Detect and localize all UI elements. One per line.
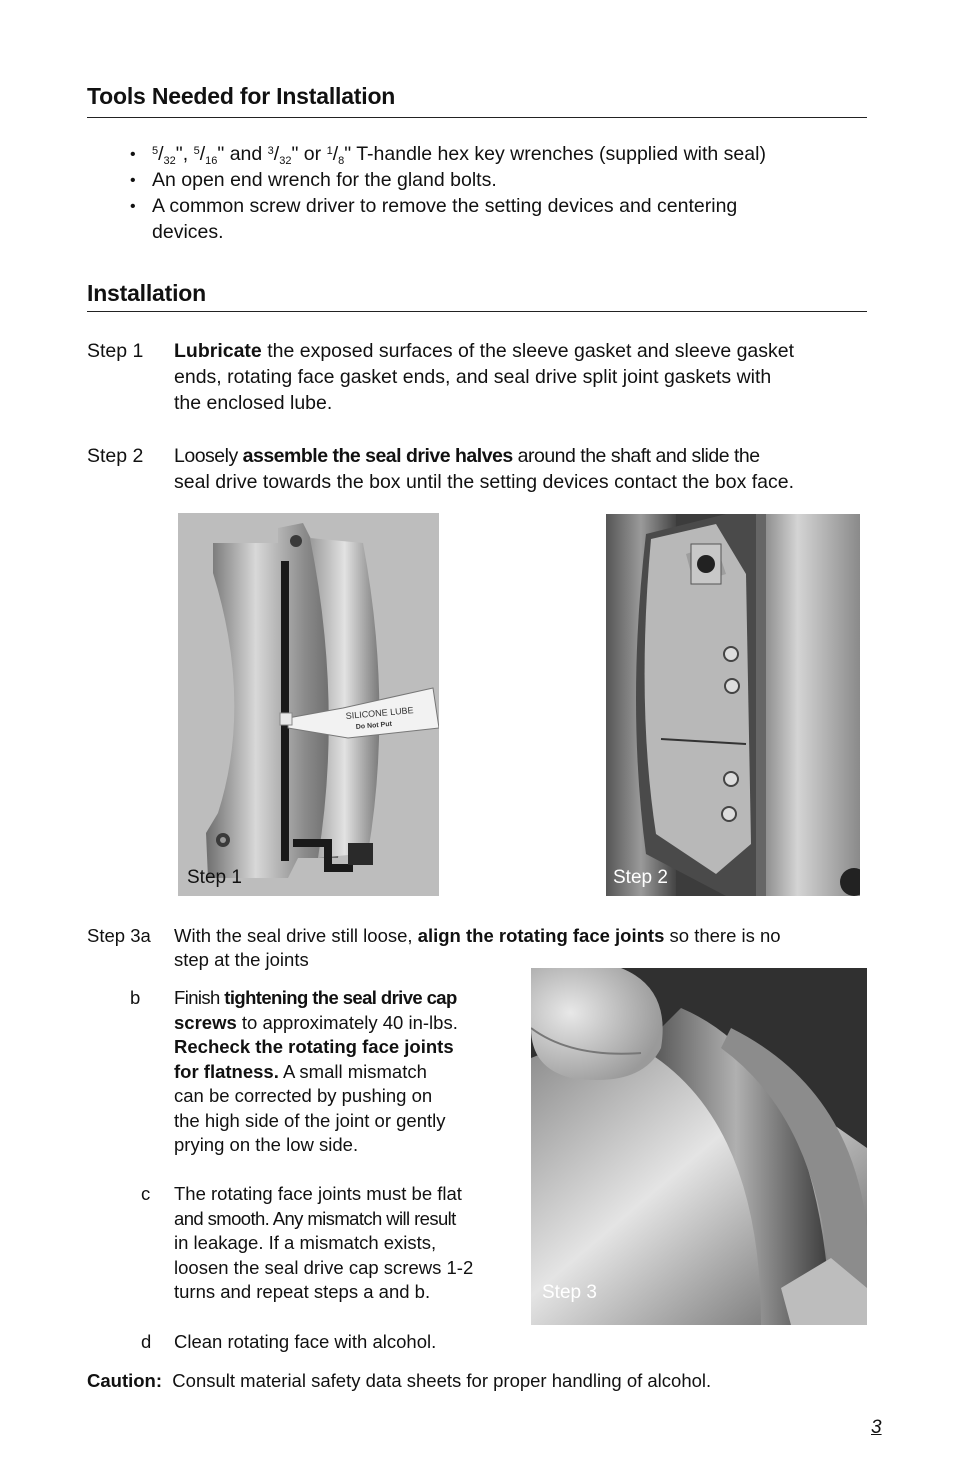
fraction-denominator: 32 (279, 155, 292, 167)
step-2-label: Step 2 (87, 445, 144, 467)
step-3a-text: With the seal drive still loose, (174, 925, 418, 946)
caution-text: Consult material safety data sheets for proper handling of alcohol. (172, 1370, 712, 1391)
fraction-numerator: 5 (193, 145, 200, 157)
step-3b-keyword: tightening the seal drive cap (224, 987, 457, 1008)
rotating-face-illustration (531, 968, 867, 1325)
step-3b-keyword: Recheck the rotating face joints (174, 1036, 454, 1057)
step-3b-text-part: can be corrected by pushing on (174, 1085, 433, 1106)
step-3b-keyword: for flatness. (174, 1060, 279, 1082)
step-2-photo-caption: Step 2 (613, 867, 668, 888)
step-3a-line-2: step at the joints (174, 949, 309, 970)
bullet-text: " T-handle hex key wrenches (supplied with seal) (344, 143, 766, 165)
step-1-label: Step 1 (87, 340, 144, 362)
step-1-text: the exposed surfaces of the sleeve gasket and sleeve gasket (261, 340, 795, 362)
step-3c-text (174, 1182, 519, 1305)
step-3d-label: d (141, 1331, 152, 1352)
tools-rule (87, 117, 867, 118)
step-3b-text-part: to approximately 40 in-lbs. (236, 1011, 458, 1033)
installation-heading: Installation (87, 280, 207, 306)
step-1-line-2: ends, rotating face gasket ends, and seal drive split joint gaskets with (174, 366, 772, 388)
caution-note (87, 1369, 711, 1394)
step-3-photo-caption: Step 3 (542, 1282, 597, 1303)
tools-bullet-2: An open end wrench for the gland bolts. (152, 169, 497, 191)
caution-label: Caution: (87, 1370, 163, 1391)
seal-halves-illustration (178, 513, 439, 896)
tools-heading: Tools Needed for Installation (87, 83, 396, 109)
step-3c-text-part: in leakage. If a mismatch exists, (174, 1232, 437, 1253)
step-3c-text-part: and smooth. Any mismatch will result (174, 1207, 456, 1229)
step-3b-text-part: Finish (174, 987, 225, 1008)
step-3b-keyword: screws (174, 1011, 237, 1033)
step-2-photo (606, 514, 860, 896)
step-3b-text-part: the high side of the joint or gently (174, 1109, 446, 1131)
step-3a-keyword: align the rotating face joints (417, 925, 665, 946)
step-2-text: around the shaft and slide the (512, 445, 760, 467)
bullet-marker: • (130, 146, 136, 163)
page-number: 3 (871, 1417, 882, 1438)
step-1-line-3: the enclosed lube. (174, 392, 333, 414)
step-1-line-1 (174, 338, 794, 364)
step-2-text: Loosely (174, 445, 243, 467)
step-3c-text-part: The rotating face joints must be flat (174, 1183, 462, 1204)
step-1-photo-caption: Step 1 (187, 867, 242, 888)
fraction-numerator: 5 (152, 145, 159, 157)
step-3c-label: c (141, 1183, 151, 1204)
bullet-marker: • (130, 198, 136, 215)
step-3-photo (531, 968, 867, 1325)
fraction-denominator: 8 (338, 155, 345, 167)
lube-tube-label: SILICONE LUBE (345, 705, 414, 721)
seal-drive-illustration (606, 514, 860, 896)
step-3a-line-1 (174, 923, 781, 948)
step-2-line-2: seal drive towards the box until the setting devices contact the box face. (174, 471, 795, 493)
fraction-numerator: 3 (267, 145, 274, 157)
fraction-numerator: 1 (326, 145, 333, 157)
step-1-photo (178, 513, 439, 896)
bullet-marker: • (130, 172, 136, 189)
step-1-keyword: Lubricate (174, 340, 262, 362)
step-3b-label: b (130, 987, 141, 1008)
step-3a-label: Step 3a (87, 925, 151, 946)
step-3b-text-part: A small mismatch (278, 1060, 427, 1082)
step-2-line-1 (174, 443, 760, 469)
fraction-denominator: 16 (205, 155, 218, 167)
step-3a-text: so there is no (664, 925, 781, 946)
tools-bullet-3-line-1: A common screw driver to remove the setting devices and centering (152, 195, 738, 217)
bullet-text: " and (217, 143, 268, 165)
step-3b-text-part: prying on the low side. (174, 1134, 359, 1155)
bullet-text: " or (291, 143, 327, 165)
installation-rule (87, 311, 867, 312)
step-3c-text-part: turns and repeat steps a and b. (174, 1281, 431, 1302)
step-3c-text-part: loosen the seal drive cap screws 1-2 (174, 1256, 474, 1278)
step-3d-text: Clean rotating face with alcohol. (174, 1331, 437, 1352)
fraction-denominator: 32 (163, 155, 176, 167)
step-3b-text (174, 986, 514, 1158)
lube-tube-warning: Do Not Put (355, 720, 393, 731)
step-2-keyword: assemble the seal drive halves (242, 445, 513, 467)
tools-bullet-3-line-2: devices. (152, 221, 224, 243)
bullet-text: ", (175, 143, 194, 165)
tools-bullet-1: $^5/_{32}$", $^5/_{16}$" and $^3/_{32}$" or $^1/_8$" T-handle hex key wrenches (supplied with seal) (152, 143, 766, 167)
